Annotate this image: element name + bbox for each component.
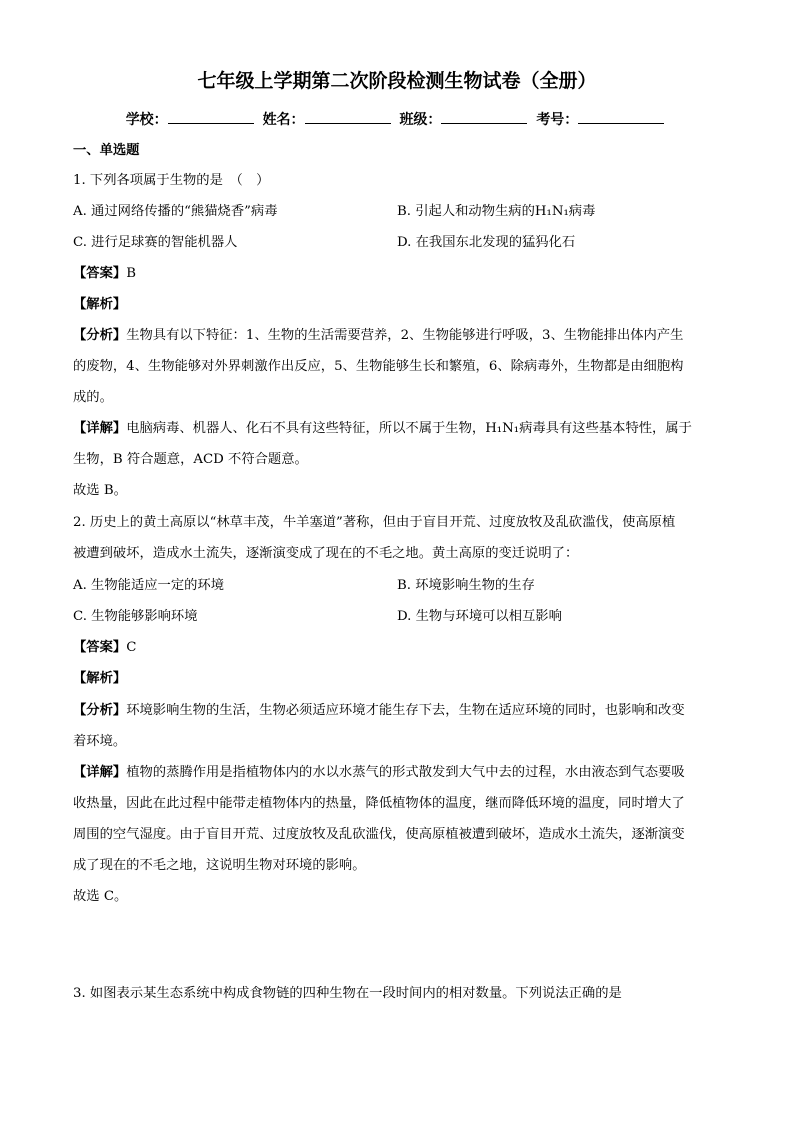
answer-tag: 【答案】 — [73, 266, 127, 281]
q2-xiangjie-line: 收热量，因此在此过程中能带走植物体内的热量，降低植物体的温度，继而降低环境的温度，同时增大了 — [73, 796, 685, 811]
name-label: 姓名： — [262, 112, 305, 128]
xiangjie-tag: 【详解】 — [73, 421, 127, 436]
fenxi-tag: 【分析】 — [73, 328, 127, 343]
fenxi-tag: 【分析】 — [73, 703, 127, 718]
school-blank[interactable] — [168, 109, 254, 124]
page-title: 七年级上学期第二次阶段检测生物试卷（全册） — [197, 70, 597, 92]
xiangjie-text: 植物的蒸腾作用是指植物体内的水以水蒸气的形式散发到大气中去的过程，水由液态到气态要吸 — [126, 765, 685, 780]
class-blank[interactable] — [441, 109, 527, 124]
fenxi-text: 生物具有以下特征：1、生物的生活需要营养，2、生物能够进行呼吸，3、生物能排出体内产生 — [126, 328, 684, 343]
q2-xiangjie-line — [73, 764, 723, 782]
fenxi-text: 环境影响生物的生活，生物必须适应环境才能生存下去，生物在适应环境的同时，也影响和改变 — [126, 703, 685, 718]
q2-fenxi-line: 着环境。 — [73, 734, 127, 749]
q1-option-a: A. 通过网络传播的“熊猫烧香”病毒 — [73, 204, 278, 219]
student-info-row — [0, 109, 794, 130]
q2-answer — [73, 639, 723, 657]
q1-option-b: B. 引起人和动物生病的H₁N₁病毒 — [397, 204, 596, 219]
answer-value: C — [126, 640, 137, 655]
q2-xiangjie-line: 周围的空气湿度。由于盲目开荒、过度放牧及乱砍滥伐，使高原植被遭到破坏，造成水土流失，逐渐演变 — [73, 827, 685, 842]
q1-analysis-tag: 【解析】 — [73, 297, 127, 312]
q1-xiangjie-line: 生物，B 符合题意，ACD 不符合题意。 — [73, 452, 308, 467]
name-blank[interactable] — [305, 109, 391, 124]
q2-conclusion: 故选 C。 — [73, 889, 128, 904]
q2-analysis-tag: 【解析】 — [73, 671, 127, 686]
q1-fenxi-line — [73, 327, 723, 345]
q2-option-a: A. 生物能适应一定的环境 — [73, 578, 225, 593]
q1-option-d: D. 在我国东北发现的猛犸化石 — [397, 235, 576, 250]
q1-answer — [73, 265, 723, 283]
q2-option-c: C. 生物能够影响环境 — [73, 609, 198, 624]
q1-option-c: C. 进行足球赛的智能机器人 — [73, 235, 238, 250]
q2-stem-line: 2. 历史上的黄土高原以“林草丰茂，牛羊塞道”著称，但由于盲目开荒、过度放牧及乱砍滥伐，使高原植 — [73, 515, 676, 530]
q2-stem-line: 被遭到破坏，造成水土流失，逐渐演变成了现在的不毛之地。黄土高原的变迁说明了： — [73, 546, 579, 561]
q1-xiangjie-line — [73, 420, 723, 438]
answer-tag: 【答案】 — [73, 640, 127, 655]
answer-value: B — [126, 266, 136, 281]
q1-stem: 1. 下列各项属于生物的是 （ ） — [73, 173, 270, 188]
exam-no-blank[interactable] — [578, 109, 664, 124]
q1-fenxi-line: 成的。 — [73, 390, 113, 405]
q2-xiangjie-line: 成了现在的不毛之地，这说明生物对环境的影响。 — [73, 858, 366, 873]
section-heading: 一、单选题 — [73, 143, 140, 158]
q3-stem: 3. 如图表示某生态系统中构成食物链的四种生物在一段时间内的相对数量。下列说法正确的是 — [73, 986, 622, 1001]
exam-no-label: 考号： — [536, 112, 579, 128]
class-label: 班级： — [399, 112, 442, 128]
q2-option-d: D. 生物与环境可以相互影响 — [397, 609, 562, 624]
q1-fenxi-line: 的废物，4、生物能够对外界刺激作出反应，5、生物能够生长和繁殖，6、除病毒外，生物都是由细胞构 — [73, 359, 684, 374]
q2-option-b: B. 环境影响生物的生存 — [397, 578, 535, 593]
xiangjie-text: 电脑病毒、机器人、化石不具有这些特征，所以不属于生物，H₁N₁病毒具有这些基本特性，属于 — [126, 421, 692, 436]
q2-fenxi-line — [73, 702, 723, 720]
q1-conclusion: 故选 B。 — [73, 483, 127, 498]
school-label: 学校： — [125, 112, 168, 128]
xiangjie-tag: 【详解】 — [73, 765, 127, 780]
